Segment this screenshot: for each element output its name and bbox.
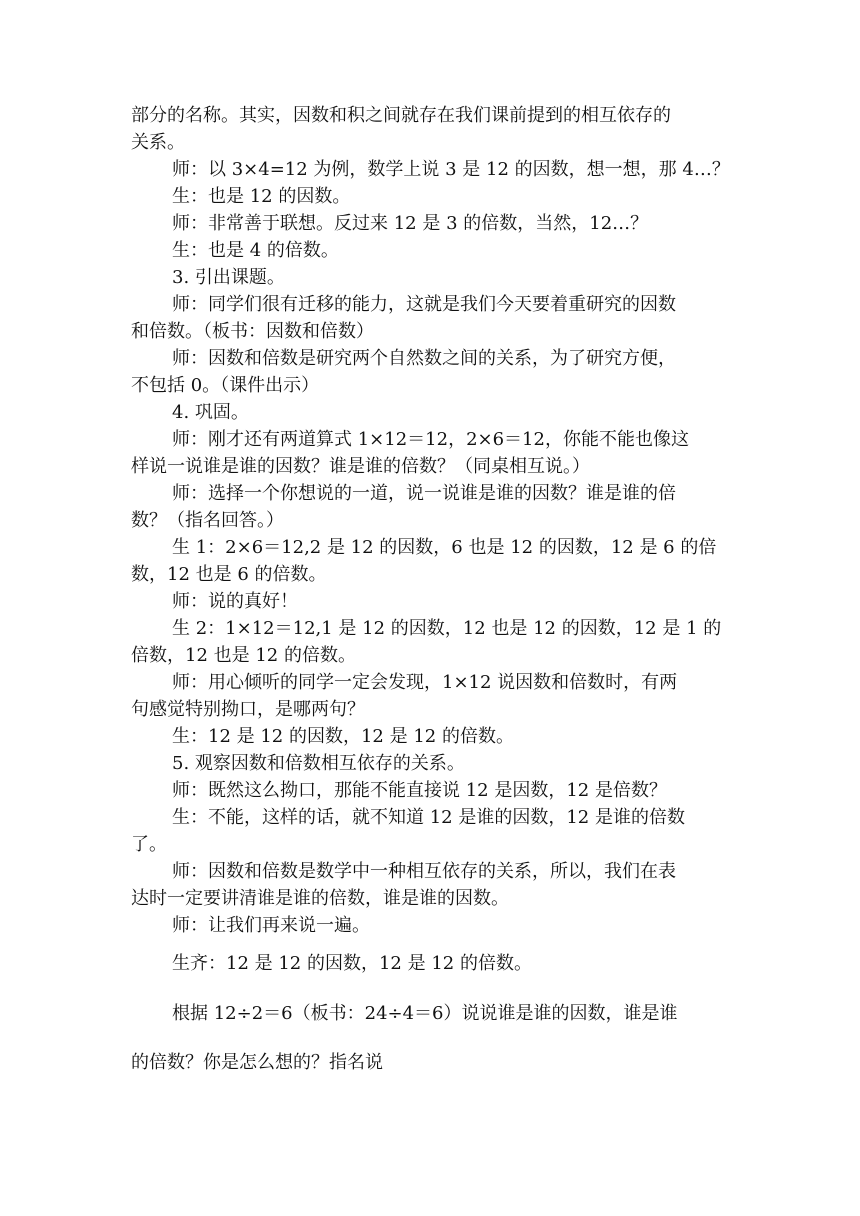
text-line: 倍数，12 也是 12 的倍数。 xyxy=(131,645,356,666)
section-heading: 5. 观察因数和倍数相互依存的关系。 xyxy=(172,753,465,774)
text-line: 数？（指名回答。） xyxy=(131,510,284,531)
text-line: 生：12 是 12 的因数，12 是 12 的倍数。 xyxy=(172,726,514,747)
text-line: 达时一定要讲清谁是谁的倍数，谁是谁的因数。 xyxy=(131,888,509,909)
text-line: 师：用心倾听的同学一定会发现，1×12 说因数和倍数时，有两 xyxy=(172,672,678,693)
text-line: 师：非常善于联想。反过来 12 是 3 的倍数，当然，12…？ xyxy=(172,213,649,234)
text-line: 的倍数？你是怎么想的？指名说 xyxy=(131,1052,383,1073)
text-line: 师：刚才还有两道算式 1×12＝12，2×6＝12，你能不能也像这 xyxy=(172,429,689,450)
text-line: 生：不能，这样的话，就不知道 12 是谁的因数，12 是谁的倍数 xyxy=(172,807,685,828)
text-line: 数，12 也是 6 的倍数。 xyxy=(131,564,327,585)
text-line: 生：也是 12 的因数。 xyxy=(172,186,351,207)
text-line: 根据 12÷2＝6（板书：24÷4＝6）说说谁是谁的因数，谁是谁 xyxy=(172,1003,678,1024)
text-line: 师：同学们很有迁移的能力，这就是我们今天要着重研究的因数 xyxy=(172,294,676,315)
text-line: 和倍数。（板书：因数和倍数） xyxy=(131,321,374,342)
text-line: 句感觉特别拗口，是哪两句？ xyxy=(131,699,365,720)
text-line: 了。 xyxy=(131,834,167,855)
text-line: 生 2：1×12＝12,1 是 12 的因数，12 也是 12 的因数，12 是 1 的 xyxy=(172,618,722,639)
text-line: 生：也是 4 的倍数。 xyxy=(172,240,339,261)
section-heading: 4. 巩固。 xyxy=(172,402,249,423)
text-line: 师：说的真好！ xyxy=(172,591,298,612)
text-line: 师：让我们再来说一遍。 xyxy=(172,915,370,936)
section-heading: 3. 引出课题。 xyxy=(172,267,285,288)
text-line: 不包括 0。（课件出示） xyxy=(131,375,320,396)
text-line: 师：选择一个你想说的一道，说一说谁是谁的因数？谁是谁的倍 xyxy=(172,483,676,504)
text-line: 生 1：2×6＝12,2 是 12 的因数，6 也是 12 的因数，12 是 6 的倍 xyxy=(172,537,717,558)
text-line: 样说一说谁是谁的因数？谁是谁的倍数？（同桌相互说。） xyxy=(131,456,590,477)
text-line: 部分的名称。其实，因数和积之间就存在我们课前提到的相互依存的 xyxy=(131,105,671,126)
text-line: 师：因数和倍数是研究两个自然数之间的关系，为了研究方便， xyxy=(172,348,676,369)
text-line: 关系。 xyxy=(131,132,185,153)
text-line: 师：既然这么拗口，那能不能直接说 12 是因数，12 是倍数？ xyxy=(172,780,667,801)
text-line: 师：因数和倍数是数学中一种相互依存的关系，所以，我们在表 xyxy=(172,861,676,882)
text-line: 生齐：12 是 12 的因数，12 是 12 的倍数。 xyxy=(172,953,532,974)
text-line: 师：以 3×4=12 为例，数学上说 3 是 12 的因数，想一想，那 4…？ xyxy=(172,159,730,180)
